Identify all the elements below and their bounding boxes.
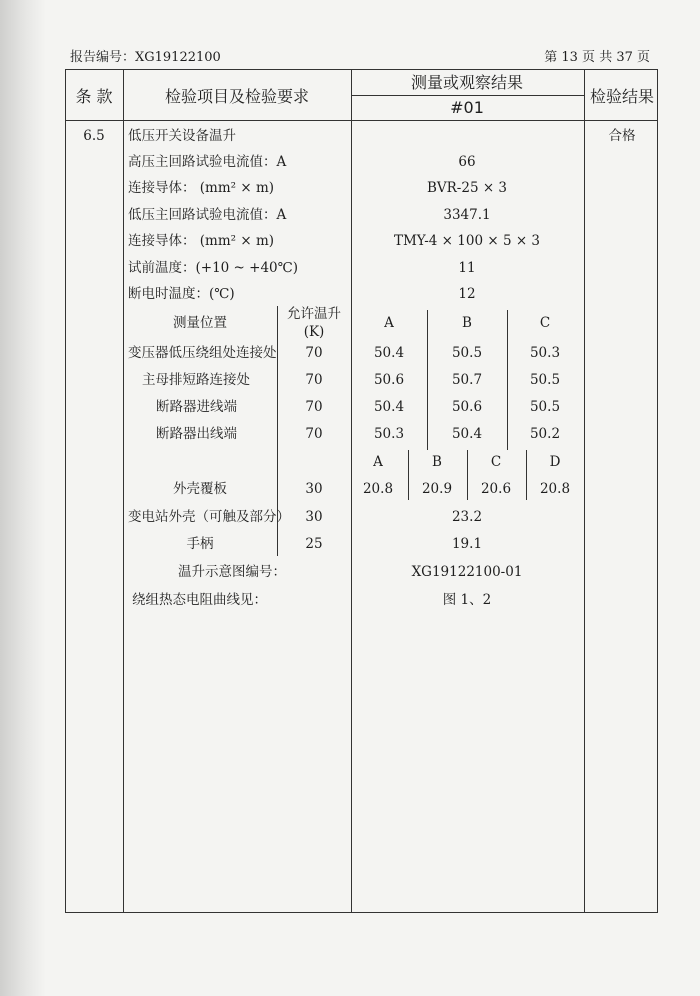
temp-value: 50.7 [451, 372, 483, 388]
temp-value: 50.6 [373, 372, 405, 388]
shell-value: 20.8 [362, 481, 394, 497]
temp-value: 50.2 [529, 426, 561, 442]
position-label: 变压器低压绕组处连接处 [128, 345, 277, 361]
header-sample: #01 [450, 98, 484, 117]
verdict-value: 合格 [608, 128, 636, 144]
extra-value: 23.2 [451, 509, 483, 525]
temp-value: 50.4 [451, 426, 483, 442]
allow-header: 允许温升 [287, 306, 341, 322]
extra-value: 19.1 [451, 536, 483, 552]
extra-position: 手柄 [186, 536, 214, 552]
page-binding-shadow [0, 0, 46, 996]
allow-value: 70 [305, 426, 323, 442]
result-sub-line [351, 95, 584, 96]
extra-position: 变电站外壳（可触及部分） [128, 509, 290, 525]
extra-allow: 25 [305, 536, 323, 552]
header-result: 测量或观察结果 [410, 73, 524, 92]
header-clause: 条 款 [75, 87, 113, 106]
param-label: 低压主回路试验电流值：A [128, 207, 287, 223]
position-label: 断路器出线端 [156, 426, 237, 442]
page-number: 第 13 页 共 37 页 [544, 50, 650, 65]
phase-sep-2 [507, 310, 508, 450]
curve-value: 图 1、2 [442, 592, 492, 608]
section-title: 低压开关设备温升 [128, 128, 236, 144]
param-label: 高压主回路试验电流值：A [128, 154, 287, 170]
shell-position: 外壳覆板 [173, 481, 227, 497]
header-item: 检验项目及检验要求 [164, 87, 310, 106]
col-line-2 [351, 70, 352, 912]
allow-value: 70 [305, 399, 323, 415]
param-value: 12 [458, 286, 476, 302]
phase-b-header: B [462, 315, 472, 331]
temp-value: 50.5 [529, 399, 561, 415]
phase4-c-header: C [490, 454, 502, 470]
phase4-d-header: D [549, 454, 561, 470]
shell-allow: 30 [305, 481, 323, 497]
clause-number: 6.5 [83, 128, 105, 144]
allow-value: 70 [305, 372, 323, 388]
shell-value: 20.6 [480, 481, 512, 497]
shell-value: 20.8 [539, 481, 571, 497]
temp-value: 50.3 [373, 426, 405, 442]
inspection-table [65, 69, 658, 913]
param-value: TMY-4 × 100 × 5 × 3 [393, 233, 541, 249]
phase4-sep-3 [526, 450, 527, 500]
param-value: 11 [458, 260, 476, 276]
temp-value: 50.5 [529, 372, 561, 388]
phase4-a-header: A [373, 454, 383, 470]
param-label: 连接导体： (mm² × m) [128, 180, 275, 196]
temp-value: 50.5 [451, 345, 483, 361]
diagram-value: XG19122100-01 [411, 564, 523, 580]
header-verdict: 检验结果 [589, 87, 655, 106]
phase-sep-1 [427, 310, 428, 450]
param-label: 连接导体： (mm² × m) [128, 233, 275, 249]
position-label: 断路器进线端 [156, 399, 237, 415]
param-value: BVR-25 × 3 [426, 180, 508, 196]
allow-unit: (K) [303, 324, 325, 340]
param-label: 试前温度：(+10 ~ +40℃) [128, 260, 299, 276]
allow-value: 70 [305, 345, 323, 361]
phase4-sep-1 [408, 450, 409, 500]
page-header [70, 46, 650, 64]
param-label: 断电时温度：(℃) [128, 286, 235, 302]
position-label: 主母排短路连接处 [142, 372, 250, 388]
header-bottom-line [66, 120, 657, 121]
temp-value: 50.3 [529, 345, 561, 361]
diagram-label: 温升示意图编号： [178, 564, 286, 580]
temp-value: 50.4 [373, 399, 405, 415]
position-header: 测量位置 [173, 315, 227, 331]
extra-allow: 30 [305, 509, 323, 525]
col-line-1 [123, 70, 124, 912]
temp-value: 50.4 [373, 345, 405, 361]
report-number: 报告编号：XG19122100 [70, 50, 221, 65]
shell-value: 20.9 [421, 481, 453, 497]
phase4-b-header: B [432, 454, 442, 470]
col-line-3 [584, 70, 585, 912]
temp-value: 50.6 [451, 399, 483, 415]
curve-label: 绕组热态电阻曲线见： [132, 592, 267, 608]
param-value: 66 [458, 154, 476, 170]
phase-a-header: A [384, 315, 394, 331]
phase-c-header: C [539, 315, 551, 331]
phase4-sep-2 [467, 450, 468, 500]
param-value: 3347.1 [443, 207, 491, 223]
